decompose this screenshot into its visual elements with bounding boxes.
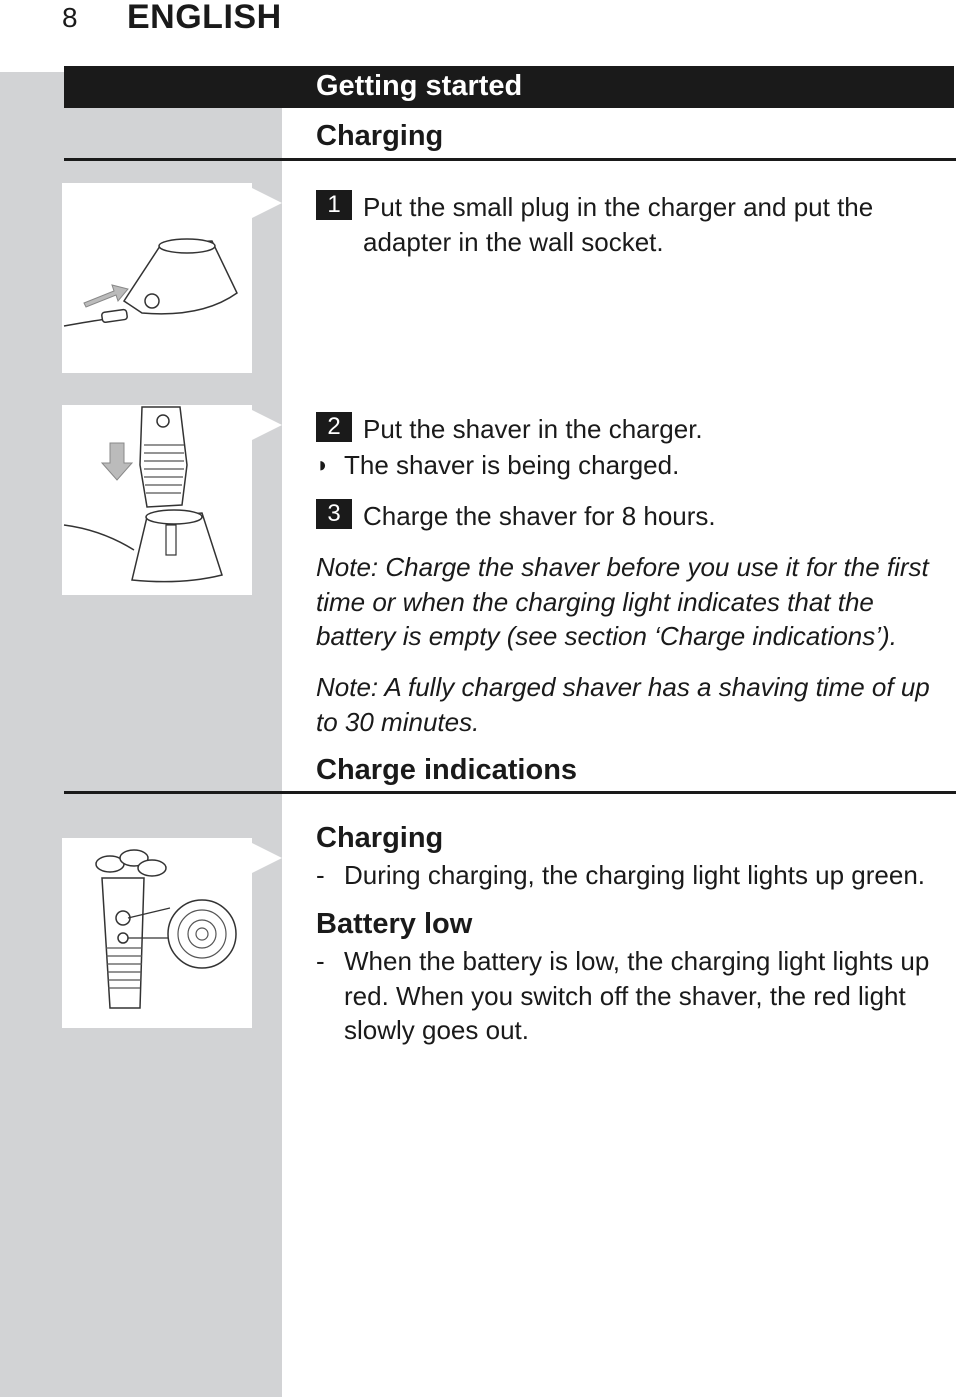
charger-plug-illustration xyxy=(62,183,252,373)
charging-text: During charging, the charging light lights up green. xyxy=(344,860,926,890)
section-bar xyxy=(64,66,954,108)
note-shaving-time: Note: A fully charged shaver has a shaving time of up to 30 minutes. xyxy=(316,672,930,737)
step-3 xyxy=(316,499,956,534)
charging-light-icon xyxy=(62,838,252,1028)
list-dash: - xyxy=(316,860,325,890)
shaver-charger-icon xyxy=(62,405,252,595)
battery-low-description xyxy=(316,944,956,1048)
result-text: The shaver is being charged. xyxy=(344,449,680,480)
note-first-use: Note: Charge the shaver before you use it for the first time or when the charging light indicates that the battery is empty (see section ‘Charge indications’). xyxy=(316,552,929,651)
illustration-pointer xyxy=(250,842,282,874)
illustration-pointer xyxy=(250,409,282,441)
section-title: Getting started xyxy=(316,70,523,102)
page-language: ENGLISH xyxy=(127,0,282,36)
battery-low-text: When the battery is low, the charging light lights up red. When you switch off the shaver, the red light slowly goes out. xyxy=(344,946,930,1045)
step-2 xyxy=(316,412,956,482)
step-number: 3 xyxy=(316,499,352,529)
battery-low-subheading: Battery low xyxy=(316,908,473,940)
step-text: Put the small plug in the charger and put the adapter in the wall socket. xyxy=(363,192,874,257)
step-text: Put the shaver in the charger. xyxy=(363,414,703,444)
shaver-in-charger-illustration xyxy=(62,405,252,595)
step-number: 2 xyxy=(316,412,352,442)
charging-description xyxy=(316,858,956,893)
page-number: 8 xyxy=(62,2,78,33)
divider xyxy=(64,791,956,794)
step-1 xyxy=(316,190,956,259)
charging-light-illustration xyxy=(62,838,252,1028)
divider xyxy=(64,158,956,161)
list-dash: - xyxy=(316,946,325,976)
charger-plug-icon xyxy=(62,183,252,373)
page-header xyxy=(0,0,960,40)
charging-subheading: Charging xyxy=(316,822,444,854)
illustration-pointer xyxy=(250,187,282,219)
charging-heading: Charging xyxy=(316,120,444,152)
result-marker: ◗ xyxy=(316,451,330,477)
step-text: Charge the shaver for 8 hours. xyxy=(363,501,716,531)
charge-indications-heading: Charge indications xyxy=(316,754,578,786)
step-number: 1 xyxy=(316,190,352,220)
